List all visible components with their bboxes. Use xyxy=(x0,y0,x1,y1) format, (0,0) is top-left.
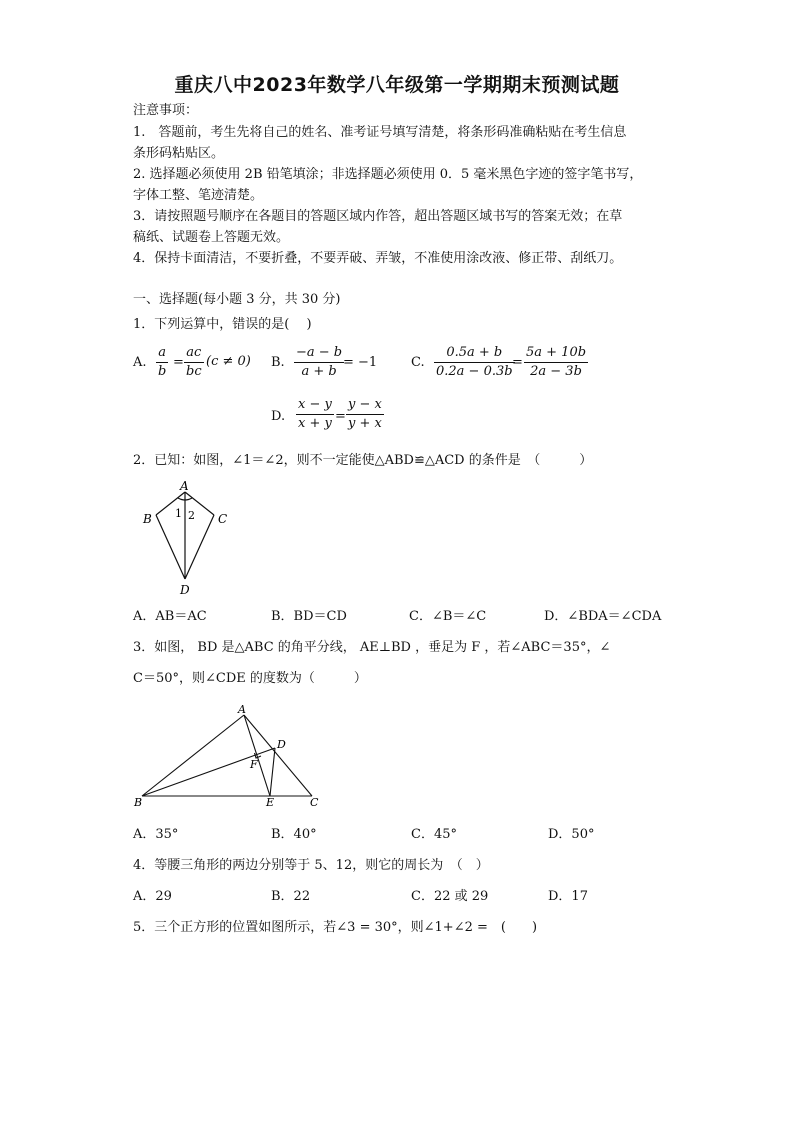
notice-line-2: 条形码粘贴区。 xyxy=(133,146,225,161)
q1-a-num2: ac xyxy=(184,345,204,363)
q1-d-fraction-1 xyxy=(296,397,334,432)
q3-triangle-figure xyxy=(130,702,330,812)
q3-line-de xyxy=(270,748,275,796)
q2-option-b: B．BD＝CD xyxy=(271,609,347,624)
q3-label-f: F xyxy=(250,758,258,771)
q1-c-equals: = xyxy=(512,355,523,370)
q1-c-fraction-1 xyxy=(434,345,515,380)
q3-line-ae xyxy=(244,715,270,796)
q3-line-ba xyxy=(142,715,244,796)
q2-kite-figure xyxy=(130,478,240,598)
q1-a-condition: (c ≠ 0) xyxy=(206,354,251,369)
q3-label-a: A xyxy=(238,703,246,716)
q1-b-den: a + b xyxy=(301,364,337,379)
q1-c-num1: 0.5a + b xyxy=(434,345,515,363)
q1-d-num1: x − y xyxy=(296,397,334,415)
q1-b-fraction xyxy=(294,345,344,380)
q1-c-den1: 0.2a − 0.3b xyxy=(436,364,513,379)
q1-stem: 1．下列运算中，错误的是( ) xyxy=(133,317,312,332)
q4-option-b: B．22 xyxy=(271,889,311,904)
notice-line-6: 稿纸、试题卷上答题无效。 xyxy=(133,230,290,245)
q1-b-rhs: = −1 xyxy=(343,355,378,370)
q1-option-b-label: B. xyxy=(271,355,285,370)
q5-stem: 5．三个正方形的位置如图所示，若∠3 = 30°，则∠1+∠2 = ( ) xyxy=(133,920,538,935)
q2-label-d: D xyxy=(180,583,190,597)
q2-stem: 2．已知：如图，∠1＝∠2，则不一定能使△ABD≌△ACD 的条件是 （ ） xyxy=(133,453,593,468)
q1-option-d-label: D. xyxy=(271,409,286,424)
q1-c-num2: 5a + 10b xyxy=(524,345,588,363)
q1-d-den2: y + x xyxy=(348,416,382,431)
q1-b-num: −a − b xyxy=(294,345,344,363)
q1-a-num1: a xyxy=(156,345,168,363)
q3-option-b: B．40° xyxy=(271,827,317,842)
q2-label-angle-2: 2 xyxy=(188,509,195,522)
q1-a-den2: bc xyxy=(186,364,202,379)
page-title: 重庆八中2023年数学八年级第一学期期末预测试题 xyxy=(174,74,620,96)
q2-label-angle-1: 1 xyxy=(175,507,182,520)
q1-a-equals: = xyxy=(173,355,184,370)
q3-stem-line-1: 3．如图， BD 是△ABC 的角平分线， AE⊥BD ，垂足为 F ，若∠ABC＝35°，∠ xyxy=(133,640,611,655)
notice-line-1: 1. 答题前，考生先将自己的姓名、准考证号填写清楚，将条形码准确粘贴在考生信息 xyxy=(133,125,627,140)
notice-line-4: 字体工整、笔迹清楚。 xyxy=(133,188,264,203)
q2-label-c: C xyxy=(218,512,228,526)
q2-option-c: C．∠B＝∠C xyxy=(409,609,487,624)
q1-a-fraction-2 xyxy=(184,345,204,380)
q4-option-d: D．17 xyxy=(548,889,588,904)
q1-d-den1: x + y xyxy=(298,416,332,431)
q1-a-fraction-1 xyxy=(156,345,168,380)
q1-d-num2: y − x xyxy=(346,397,384,415)
q4-option-a: A．29 xyxy=(133,889,172,904)
q1-option-a-label: A. xyxy=(133,355,147,370)
q1-option-c-label: C. xyxy=(411,355,425,370)
q3-option-d: D．50° xyxy=(548,827,595,842)
q3-option-c: C．45° xyxy=(411,827,457,842)
section-heading: 一、选择题(每小题 3 分，共 30 分) xyxy=(133,292,341,307)
notice-line-3: 2. 选择题必须使用 2B 铅笔填涂；非选择题必须使用 0．5 毫米黑色字迹的签字笔书写， xyxy=(133,167,643,182)
q1-a-den1: b xyxy=(158,364,167,379)
notice-heading: 注意事项： xyxy=(133,103,199,118)
q2-label-a: A xyxy=(180,479,189,493)
q3-label-e: E xyxy=(266,796,275,809)
q1-d-fraction-2 xyxy=(346,397,384,432)
q3-label-b: B xyxy=(134,796,143,809)
q3-label-d: D xyxy=(277,738,286,751)
q2-label-b: B xyxy=(143,512,152,526)
q4-option-c: C．22 或 29 xyxy=(411,889,489,904)
notice-line-7: 4．保持卡面清洁，不要折叠，不要弄破、弄皱，不准使用涂改液、修正带、刮纸刀。 xyxy=(133,251,623,266)
q1-c-den2: 2a − 3b xyxy=(530,364,582,379)
q3-option-a: A．35° xyxy=(133,827,179,842)
q2-option-d: D．∠BDA＝∠CDA xyxy=(544,609,662,624)
notice-line-5: 3．请按照题号顺序在各题目的答题区域内作答，超出答题区域书写的答案无效；在草 xyxy=(133,209,623,224)
q2-option-a: A．AB＝AC xyxy=(133,609,207,624)
q3-stem-line-2: C＝50°，则∠CDE 的度数为（ ） xyxy=(133,671,367,686)
q1-c-fraction-2 xyxy=(524,345,588,380)
q4-stem: 4．等腰三角形的两边分别等于 5、12，则它的周长为 （ ） xyxy=(133,858,489,873)
q2-line-cd xyxy=(185,515,214,579)
q2-line-bd xyxy=(156,515,185,579)
q1-d-equals: = xyxy=(335,409,346,424)
q3-label-c: C xyxy=(310,796,319,809)
